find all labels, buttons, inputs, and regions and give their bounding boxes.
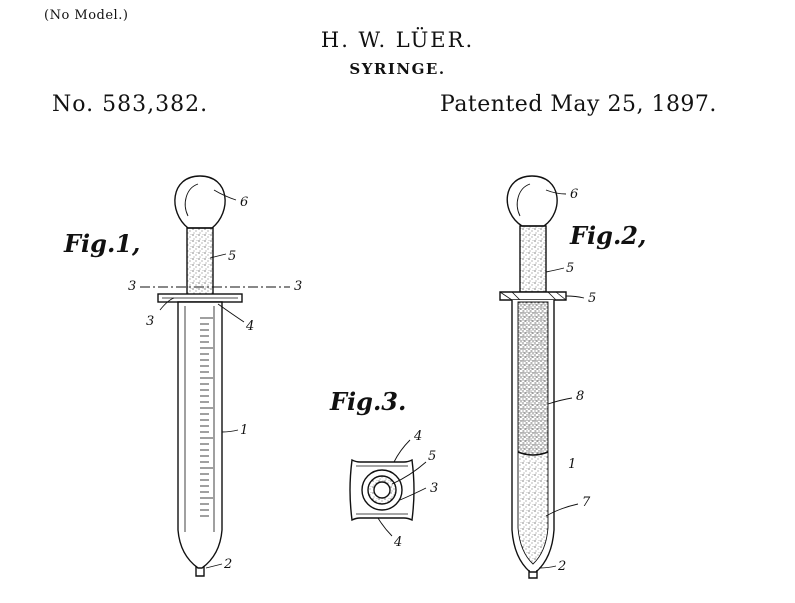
patent-number: No. 583,382. (52, 92, 209, 117)
fig1-ref-tip: 2 (224, 557, 233, 572)
no-model-note: (No Model.) (44, 8, 129, 23)
figure-1 (140, 176, 290, 576)
fig1-ref-barrel: 1 (240, 423, 249, 438)
fig1-ref-section-right: 3 (294, 279, 303, 294)
fig3-ref-top: 4 (414, 429, 423, 444)
fig2-ref-bulb: 6 (570, 187, 579, 202)
fig2-ref-barrel: 1 (568, 457, 577, 472)
fig2-ref-liquid: 8 (576, 389, 585, 404)
patent-title: SYRINGE. (349, 60, 446, 78)
fig2-ref-tip: 2 (558, 559, 567, 574)
fig1-ref-section-left: 3 (128, 279, 137, 294)
fig3-ref-side: 3 (430, 481, 439, 496)
figure-3 (350, 440, 426, 536)
fig3-ref-bottom: 4 (394, 535, 403, 550)
fig2-ref-neck: 5 (566, 261, 575, 276)
fig2-ref-fill: 7 (582, 495, 591, 510)
fig2-label: Fig.2, (570, 221, 647, 250)
fig1-ref-flange: 3 (146, 314, 155, 329)
patent-date: Patented May 25, 1897. (440, 92, 717, 117)
fig1-ref-collar: 4 (246, 319, 255, 334)
fig3-label: Fig.3. (330, 387, 407, 416)
fig1-label: Fig.1, (64, 229, 141, 258)
fig2-ref-flange: 5 (588, 291, 597, 306)
fig3-ref-center: 5 (428, 449, 437, 464)
fig1-ref-bulb: 6 (240, 195, 249, 210)
fig1-ref-neck: 5 (228, 249, 237, 264)
inventor-name: H. W. LÜER. (320, 28, 475, 52)
